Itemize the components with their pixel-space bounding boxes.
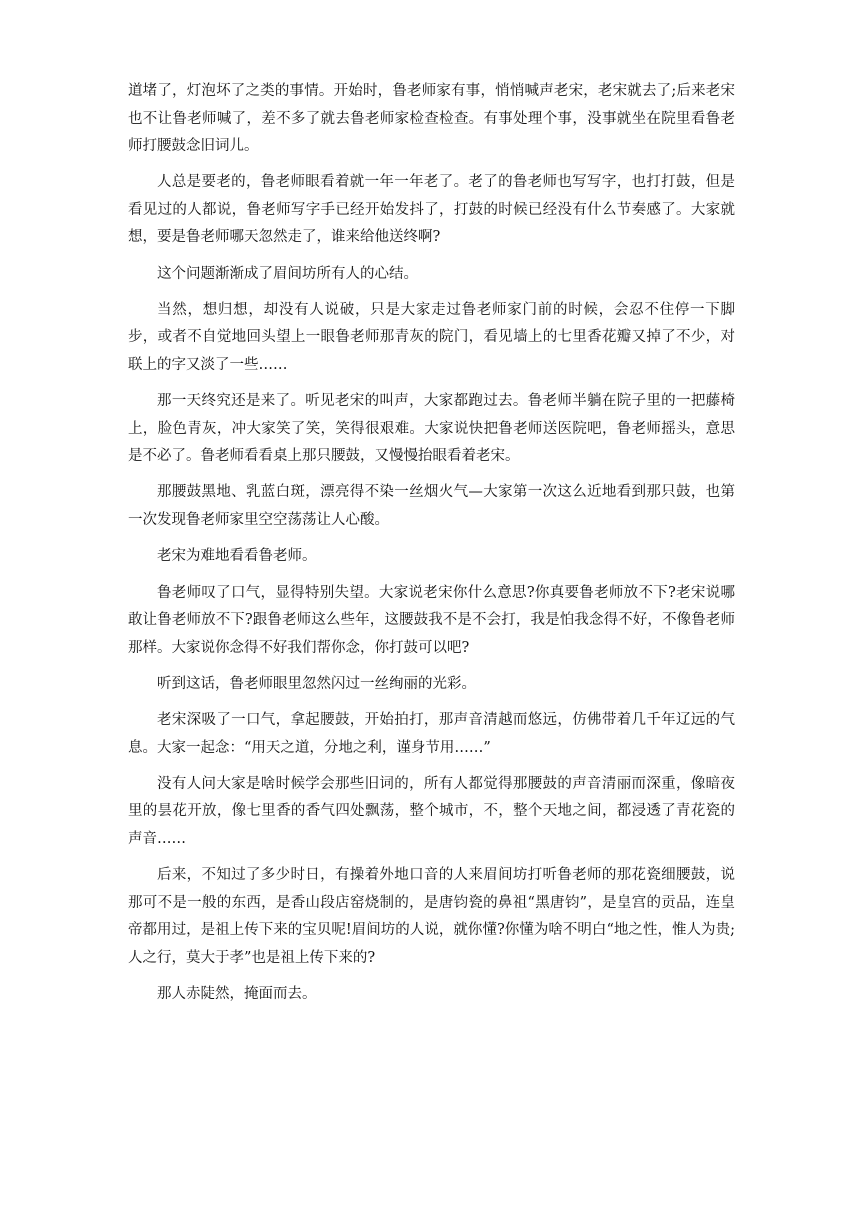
paragraph: 那腰鼓黑地、乳蓝白斑，漂亮得不染一丝烟火气—大家第一次这么近地看到那只鼓，也第一次发现鲁老师家里空空荡荡让人心酸。 <box>128 484 735 528</box>
paragraph: 老宋深吸了一口气，拿起腰鼓，开始拍打，那声音清越而悠远，仿佛带着几千年辽远的气息。大家一起念：“用天之道，分地之利，谨身节用……” <box>128 712 735 756</box>
paragraph: 人总是要老的，鲁老师眼看着就一年一年老了。老了的鲁老师也写写字，也打打鼓，但是看见过的人都说，鲁老师写字手已经开始发抖了，打鼓的时候已经没有什么节奏感了。大家就想，要是鲁老师哪天忽然走了，谁来给他送终啊? <box>128 174 735 246</box>
paragraph: 那一天终究还是来了。听见老宋的叫声，大家都跑过去。鲁老师半躺在院子里的一把藤椅上，脸色青灰，冲大家笑了笑，笑得很艰难。大家说快把鲁老师送医院吧，鲁老师摇头，意思是不必了。鲁老师看看桌上那只腰鼓，又慢慢抬眼看着老宋。 <box>128 393 735 465</box>
paragraph: 听到这话，鲁老师眼里忽然闪过一丝绚丽的光彩。 <box>157 675 476 692</box>
paragraph: 没有人问大家是啥时候学会那些旧词的，所有人都觉得那腰鼓的声音清丽而深重，像暗夜里的昙花开放，像七里香的香气四处飘荡，整个城市，不，整个天地之间，都浸透了青花瓷的声音…… <box>128 775 735 847</box>
paragraph: 鲁老师叹了口气，显得特别失望。大家说老宋你什么意思?你真要鲁老师放不下?老宋说哪敢让鲁老师放不下?跟鲁老师这么些年，这腰鼓我不是不会打，我是怕我念得不好，不像鲁老师那样。大家说你念得不好我们帮你念，你打鼓可以吧? <box>128 584 735 656</box>
paragraph: 后来，不知过了多少时日，有操着外地口音的人来眉间坊打听鲁老师的那花瓷细腰鼓，说那可不是一般的东西，是香山段店窑烧制的，是唐钧瓷的鼻祖“黑唐钧”，是皇宫的贡品，连皇帝都用过，是祖上传下来的宝贝呢!眉间坊的人说，就你懂?你懂为啥不明白“地之性，惟人为贵;人之行，莫大于孝”也是祖上传下来的? <box>128 867 735 966</box>
paragraph: 这个问题渐渐成了眉间坊所有人的心结。 <box>157 265 418 282</box>
paragraph: 那人赤陡然，掩面而去。 <box>157 986 317 1003</box>
paragraph: 老宋为难地看看鲁老师。 <box>157 548 317 565</box>
story-text <box>128 78 735 1017</box>
paragraph: 当然，想归想，却没有人说破，只是大家走过鲁老师家门前的时候，会忍不住停一下脚步，或者不自觉地回头望上一眼鲁老师那青灰的院门，看见墙上的七里香花瓣又掉了不少，对联上的字又淡了一些…… <box>128 301 735 373</box>
paragraph: 道堵了，灯泡坏了之类的事情。开始时，鲁老师家有事，悄悄喊声老宋，老宋就去了;后来老宋也不让鲁老师喊了，差不多了就去鲁老师家检查检查。有事处理个事，没事就坐在院里看鲁老师打腰鼓念旧词儿。 <box>128 83 735 154</box>
